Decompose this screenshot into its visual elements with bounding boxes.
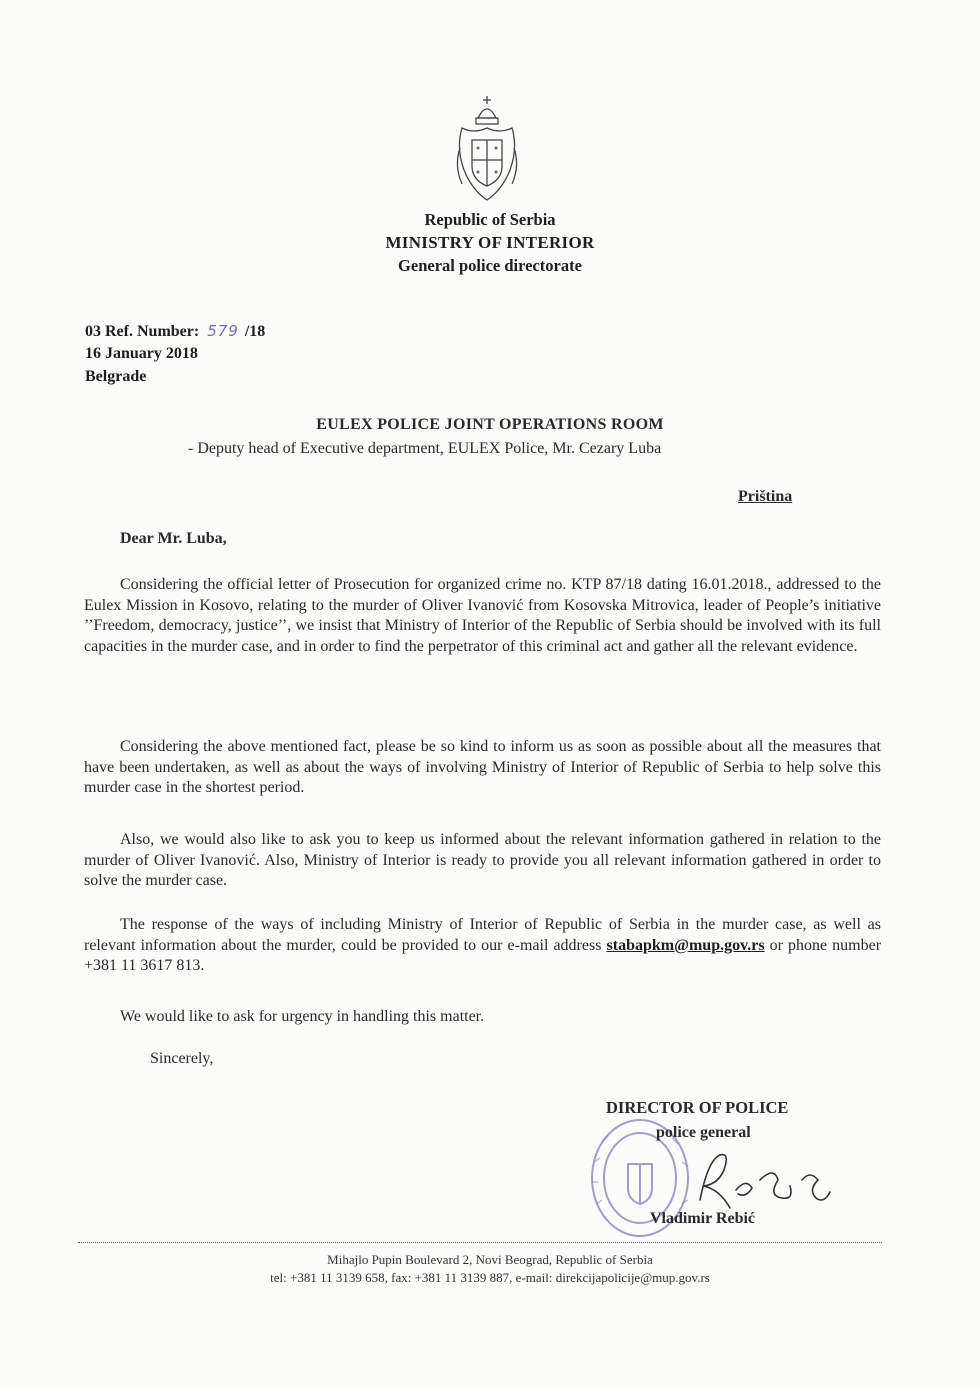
director-title: DIRECTOR OF POLICE [606, 1098, 789, 1117]
director-name: Vladimir Rebić [650, 1210, 756, 1227]
letter-date: 16 January 2018 [85, 345, 198, 362]
salutation: Dear Mr. Luba, [120, 530, 227, 547]
handwritten-signature-icon [690, 1140, 840, 1220]
reference-number [85, 322, 265, 341]
reference-label: 03 Ref. Number: [85, 323, 200, 340]
body-paragraph-4-text: The response of the ways of including Ministry of Interior of Republic of Serbia in the murder case, as well as relevant information about the murder, could be provided to our e-mail address [84, 916, 881, 954]
recipient-title: EULEX POLICE JOINT OPERATIONS ROOM [316, 416, 664, 433]
letter-place: Belgrade [85, 368, 147, 385]
footer-address: Mihajlo Pupin Boulevard 2, Novi Beograd, Republic of Serbia [327, 1252, 653, 1267]
footer-contact: tel: +381 11 3139 658, fax: +381 11 3139 887, e-mail: direkcijapolicije@mup.gov.rs [270, 1270, 710, 1285]
closing-line: We would like to ask for urgency in handling this matter. [120, 1008, 485, 1025]
header-ministry: MINISTRY OF INTERIOR [385, 233, 595, 252]
body-paragraph-1: Considering the official letter of Prosecution for organized crime no. KTP 87/18 dating 16.01.2018., addressed to the Eulex Mission in Kosovo, relating to the murder of Oliver Ivanović from Kosovska Mitrovica, leader of People’s initiative ’’Freedom, democracy, justice’’, we insist that Ministry of Interior of the Republic of Serbia should be involved with its full capacities in the murder case, and in order to find the perpetrator of this criminal act and gather all the relevant evidence. [84, 576, 881, 655]
reference-handwritten-number: 579 [207, 322, 239, 340]
recipient-city: Priština [738, 488, 793, 505]
header-directorate: General police directorate [398, 256, 582, 275]
serbian-coat-of-arms-icon [452, 88, 522, 206]
body-paragraph-3: Also, we would also like to ask you to keep us informed about the relevant information gathered in relation to the murder of Oliver Ivanović. Also, Ministry of Interior is ready to provide you all relevant information gathered in order to solve the murder case. [84, 831, 881, 890]
footer-divider [78, 1242, 882, 1243]
contact-email-link[interactable]: stabapkm@mup.gov.rs [606, 936, 765, 954]
recipient-line: - Deputy head of Executive department, EULEX Police, Mr. Cezary Luba [188, 440, 662, 457]
body-paragraph-4 [84, 915, 881, 977]
director-rank: police general [656, 1124, 751, 1141]
body-paragraph-2: Considering the above mentioned fact, please be so kind to inform us as soon as possible about all the measures that have been undertaken, as well as about the ways of involving Ministry of Interior of Republic of Serbia to help solve this murder case in the shortest period. [84, 738, 881, 797]
header-country: Republic of Serbia [424, 210, 556, 229]
body-paragraph-4-tail: or phone number +381 11 3617 813. [84, 936, 882, 975]
sign-off: Sincerely, [150, 1050, 214, 1067]
reference-suffix: /18 [244, 323, 266, 340]
